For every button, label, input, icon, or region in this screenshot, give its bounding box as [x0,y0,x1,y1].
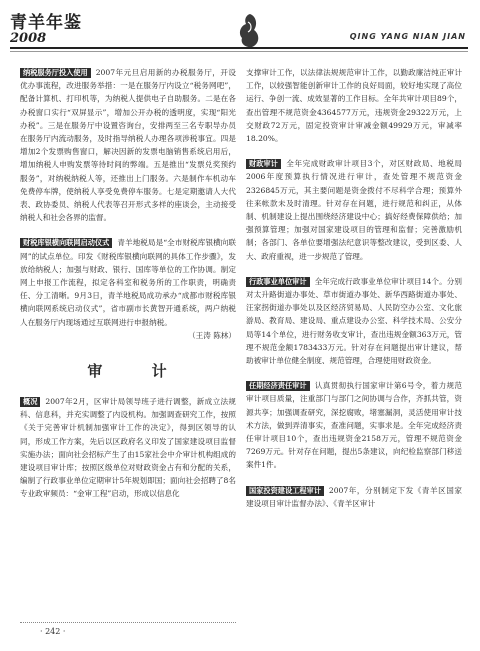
page-header [0,0,480,60]
paragraph [246,275,462,367]
section-heading: 行政事业单位审计 [246,277,310,287]
section-heading: 国家投资建设工程审计 [246,486,324,496]
chapter-title: 审 计 [87,362,189,381]
paragraph: 支撑审计工作，以法律法规规范审计工作，以勤政廉洁纯正审计工作，以较强智能创新审计工作的良好局面，较好地实现了高位运行、争创一流、成效显著的工作目标。全年共审计项目89个，查出管理不规范资金4364577万元，违规资金29322万元，上交财政72万元，固定投资审计审减金额49929万元，审减率18.20%。 [246,68,462,144]
section-body: 2007年，分别制定下发《青羊区国家建设项目审计监督办法》、《青羊区审计 [246,485,462,508]
section-heading: 财税库银横向联网启动仪式 [20,238,112,248]
section-body: 认真贯彻执行国家审计第6号令，着力规范审计项目质量，注重部门与部门之间协调与合作，齐抓共管，资源共享；加强调查研究，深挖腐败，堵塞漏洞，灵活使用审计技术方法，做到弄清事实，查准问题，实事求是。全年完成经济责任审计项目10个，查出违规资金2158万元，管理不规范资金7269万元。针对存在问题，提出5条建议，向纪检监察部门移送案件1件。 [246,381,462,470]
paragraph [20,66,236,224]
yearbook-logo [10,8,94,52]
section-network-launch [20,236,236,342]
right-column [246,66,462,522]
section-overview-continued [246,66,462,145]
paragraph [246,484,462,510]
paragraph [246,157,462,263]
section-body: 全年完成行政事业单位审计项目14个。分别对太升路街道办事处、草市街道办事处、新华西路街道办事处、汪家拐街道办事处以及区经济贸易局、人民防空办公室、文化旅游局、教育局、建设局、重点建设办公室、科学技术局、公安分局等14个单位，进行财务收支审计，查出违规金额363万元，管理不规范金额1783433万元。针对存在问题提出审计建议，帮助被审计单位健全制度、规范管理，合理使用财政资金。 [246,276,462,366]
header-rule [10,47,468,49]
decorative-figure-icon [230,10,270,50]
section-heading: 任期经济责任审计 [246,381,310,391]
section-heading: 概况 [20,397,40,407]
paragraph [20,395,236,501]
left-column [20,66,236,513]
section-term-responsibility-audit [246,379,462,471]
section-construction-audit [246,484,462,510]
author-credit: （王涛 陈林） [188,330,236,340]
logo-year: 2008 [10,31,47,46]
section-body: 2007年元旦启用新的办税服务厅，开设优办事流程，改进服务举措：一是在服务厅内设立“税务网吧”，配备计算机、打印机等，为纳税人提供电子自助服务。二是在各办税窗口实行“双屏显示”，增加公开办税的透明度，实现“阳光办税”。三是在服务厅中设置咨询台，安排两至三名专职导办员在服务厅内流动服务，及时指导纳税人办理各项涉税事宜。四是增加2个发票购售窗口，解决因新的发票电脑销售系统启用后，增加纳税人申购发票等待时间的弊端。五是推出“发票兑奖预约服务”，对纳税纳税人等，还推出上门服务。六是制作车机动车免费停车牌，使纳税人享受免费停车服务。七是定期邀请人大代表、政协委员、纳税人代表等召开形式多样的座谈会，主动接受纳税人和社会各界的监督。 [20,68,236,223]
running-title: QING YANG NIAN JIAN [349,32,466,41]
header-rule-thin [10,51,468,52]
page-number: · 242 · [40,627,66,636]
section-heading: 纳税服务厅投入使用 [20,68,91,78]
section-tax-service-hall [20,66,236,224]
footer-rule [20,622,236,623]
section-overview [20,395,236,501]
paragraph [246,379,462,471]
section-admin-unit-audit [246,275,462,367]
section-body: 青羊地税局是“全市财税库银横向联网”的试点单位。印发《财税库银横向联网的具体工作步骤》，发放给纳税人；加强与财政、银行、国库等单位的工作协调。制定网上申报工作流程，拟定各科室和税务所的工作职责，明确责任、分工清晰。9月3日，青羊地税局成功承办“成都市财税库银横向联网系统启动仪式”，省市副市长黄智开通系统，两户纳税人在服务厅内现场通过互联网进行申报纳税。 [20,238,236,327]
section-body: 全年完成财政审计项目3个，对区财政局、地税局2006年度预算执行情况进行审计，查处管理不规范资金2326845万元，其主要问题是资金拨付不尽科学合理；预算外往来帐款未及时清理。针对存在问题，进行规范和纠正，从体制、机制建设上提出围绕经济建设中心；搞好经费保障供给；加强预算管理；加强对国家建设项目的管理和监督；完善激励机制；各部门、各单位要增强法纪意识等整改建议，受到区委、人大、政府重视，进一步规范了管理。 [246,159,462,261]
section-body: 2007年2月，区审计局领导班子进行调整，新成立法规科、信息科，并充实调整了内设机构。加强调查研究工作，按照《关于完善审计机制加强审计工作的决定》，得到区领导的认同，形成工作方案，先后以区政府名义印发了国家建设项目监督实施办法；面向社会招标产生了由15家社会中介审计机构组成的建设项目审计库；按照区级单位对财政资金占有和分配的关系，编制了行政事业单位定期审计5年规划即国；面向社会招聘了8名专业政审频员：“金审工程”启动，形成以信息化 [20,397,236,499]
paragraph [20,236,236,328]
section-finance-audit [246,157,462,263]
section-heading: 财政审计 [246,159,281,169]
logo-title: 青羊年鉴 [10,13,82,33]
